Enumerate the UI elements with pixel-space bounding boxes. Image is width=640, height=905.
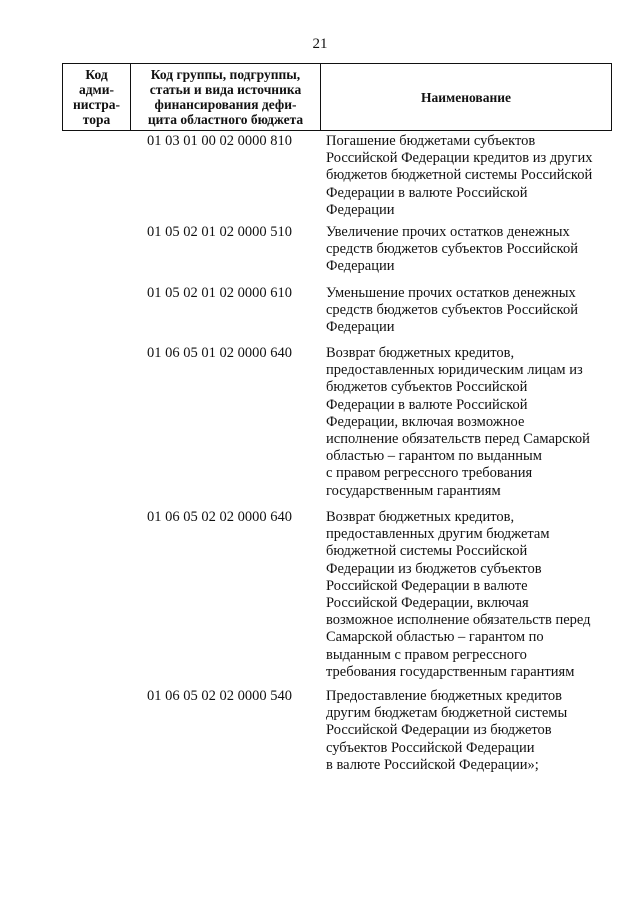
header-admin-line: тора <box>82 112 111 127</box>
name-line: Предоставление бюджетных кредитов <box>326 688 562 704</box>
name-line: Федерации <box>326 319 395 336</box>
name-line: Российской Федерации, включая <box>326 595 529 612</box>
source-name <box>326 509 616 681</box>
name-line: в валюте Российской Федерации»; <box>326 756 539 773</box>
table-header <box>62 63 612 131</box>
source-name <box>326 688 616 774</box>
header-name-label: Наименование <box>421 89 511 105</box>
name-line: Российской Федерации кредитов из других <box>326 150 593 167</box>
source-code: 01 05 02 01 02 0000 610 <box>147 285 292 301</box>
name-line: государственным гарантиям <box>326 482 501 499</box>
source-code: 01 06 05 02 02 0000 540 <box>147 688 292 704</box>
name-line: с правом регрессного требования <box>326 465 533 482</box>
name-line: бюджетов субъектов Российской <box>326 379 528 396</box>
name-line: Федерации, включая возможное <box>326 413 525 430</box>
source-name <box>326 285 616 337</box>
source-code: 01 06 05 02 02 0000 640 <box>147 509 292 525</box>
name-line: Федерации <box>326 201 395 218</box>
name-line: Возврат бюджетных кредитов, <box>326 345 515 361</box>
source-name <box>326 345 616 500</box>
header-name <box>321 64 612 131</box>
name-line: средств бюджетов субъектов Российской <box>326 241 578 258</box>
name-line: предоставленных другим бюджетам <box>326 526 550 543</box>
name-line: Федерации <box>326 258 395 275</box>
name-line: Российской Федерации из бюджетов <box>326 722 552 739</box>
header-code-line: Код группы, подгруппы, <box>150 67 301 82</box>
source-code: 01 06 05 01 02 0000 640 <box>147 345 292 361</box>
name-line: областью – гарантом по выданным <box>326 448 542 465</box>
name-line: Федерации в валюте Российской <box>326 184 528 201</box>
source-name <box>326 133 616 219</box>
name-line: бюджетной системы Российской <box>326 543 528 560</box>
header-code-line: статьи и вида источника <box>149 82 302 97</box>
name-line: Федерации в валюте Российской <box>326 396 528 413</box>
name-line: Уменьшение прочих остатков денежных <box>326 285 576 301</box>
source-name <box>326 224 616 276</box>
name-line: субъектов Российской Федерации <box>326 739 535 756</box>
header-code-line: финансирования дефи- <box>154 97 297 112</box>
header-admin-line: Код <box>85 67 108 82</box>
name-line: требования государственным гарантиям <box>326 663 575 680</box>
name-line: Самарской областью – гарантом по <box>326 629 544 646</box>
header-admin-line: адми- <box>78 82 115 97</box>
name-line: Возврат бюджетных кредитов, <box>326 509 515 525</box>
header-code-line: цита областного бюджета <box>147 112 304 127</box>
name-line: Погашение бюджетами субъектов <box>326 133 536 149</box>
name-line: возможное исполнение обязательств перед <box>326 612 591 629</box>
name-line: выданным с правом регрессного <box>326 646 527 663</box>
source-code: 01 05 02 01 02 0000 510 <box>147 224 292 240</box>
page-number: 21 <box>312 36 328 52</box>
name-line: средств бюджетов субъектов Российской <box>326 302 578 319</box>
name-line: Увеличение прочих остатков денежных <box>326 224 570 240</box>
name-line: исполнение обязательств перед Самарской <box>326 431 590 448</box>
name-line: Федерации из бюджетов субъектов <box>326 560 542 577</box>
header-admin-code <box>63 64 131 131</box>
header-source-code <box>131 64 321 131</box>
source-code: 01 03 01 00 02 0000 810 <box>147 133 292 149</box>
name-line: бюджетов бюджетной системы Российской <box>326 167 593 184</box>
header-admin-line: нистра- <box>72 97 121 112</box>
name-line: Российской Федерации в валюте <box>326 577 528 594</box>
name-line: предоставленных юридическим лицам из <box>326 362 583 379</box>
name-line: другим бюджетам бюджетной системы <box>326 705 568 722</box>
